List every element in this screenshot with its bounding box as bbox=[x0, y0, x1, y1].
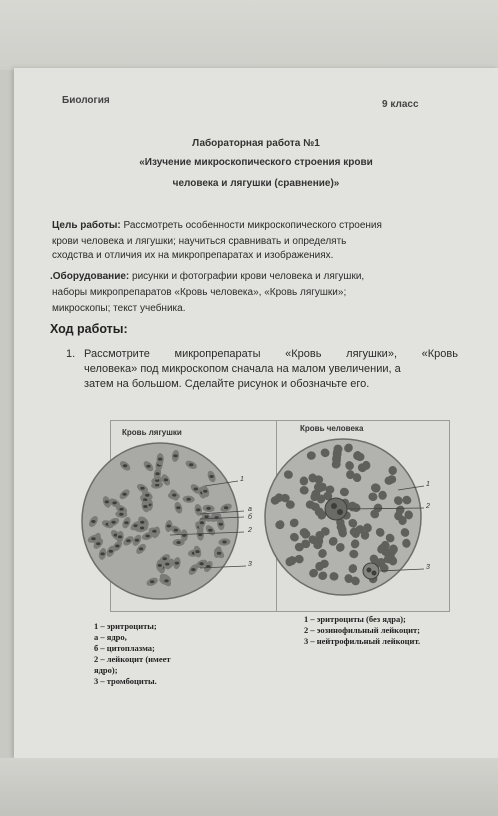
goal-line2: крови человека и лягушки; научиться сравнивать и определять bbox=[52, 236, 347, 247]
goal-label: Цель работы: bbox=[52, 220, 121, 231]
step-number: 1. bbox=[66, 348, 76, 360]
equipment-line3: микроскопы; текст учебника. bbox=[52, 303, 186, 314]
lab-topic-line2: человека и лягушки (сравнение)» bbox=[172, 178, 340, 189]
frog-callout-3: 3 bbox=[248, 561, 252, 568]
human-erythrocyte bbox=[346, 470, 354, 479]
equipment-label: .Оборудование: bbox=[50, 271, 130, 282]
frog-legend: 1 – эритроциты; а – ядро, б – цитоплазма; 2 – лейкоцит (имеет ядро); 3 – тромбоциты. bbox=[94, 621, 171, 686]
lab-title: Лабораторная работа №1 bbox=[192, 138, 320, 149]
goal-line1: Цель работы: Рассмотреть особенности микроскопического строения bbox=[52, 220, 382, 231]
procedure-heading: Ход работы: bbox=[50, 322, 128, 336]
frog-callout-1: 1 bbox=[240, 476, 244, 483]
human-callout-2: 2 bbox=[426, 503, 430, 510]
eosinophil-cell bbox=[325, 498, 347, 520]
grade-label: 9 класс bbox=[382, 99, 419, 110]
frog-figure-label: Кровь лягушки bbox=[122, 428, 182, 437]
human-figure-label: Кровь человека bbox=[300, 424, 364, 433]
human-callout-1: 1 bbox=[426, 481, 430, 488]
lab-topic-line1: «Изучение микроскопического строения крови bbox=[139, 157, 373, 168]
frog-callout-a: а bbox=[248, 506, 252, 513]
goal-line3: сходства и отличия их на микропрепаратах и изображениях. bbox=[52, 250, 334, 261]
equipment-line2: наборы микропрепаратов «Кровь человека», «Кровь лягушки»; bbox=[52, 287, 347, 298]
step-line3: затем на большом. Сделайте рисунок и обозначьте его. bbox=[84, 378, 370, 390]
step-line2: человека» под микроскопом сначала на малом увеличении, а bbox=[84, 363, 401, 375]
frog-callout-2: 2 bbox=[248, 527, 252, 534]
step-line1: Рассмотрите микропрепараты «Кровь лягушки», «Кровь bbox=[84, 348, 458, 360]
subject-label: Биология bbox=[62, 95, 110, 106]
human-legend: 1 – эритроциты (без ядра); 2 – эозинофильный лейкоцит; 3 – нейтрофильный лейкоцит. bbox=[304, 614, 421, 646]
equipment-line1: .Оборудование: рисунки и фотографии крови человека и лягушки, bbox=[50, 271, 365, 282]
human-callout-3: 3 bbox=[426, 564, 430, 571]
frog-callout-b: б bbox=[248, 514, 252, 521]
